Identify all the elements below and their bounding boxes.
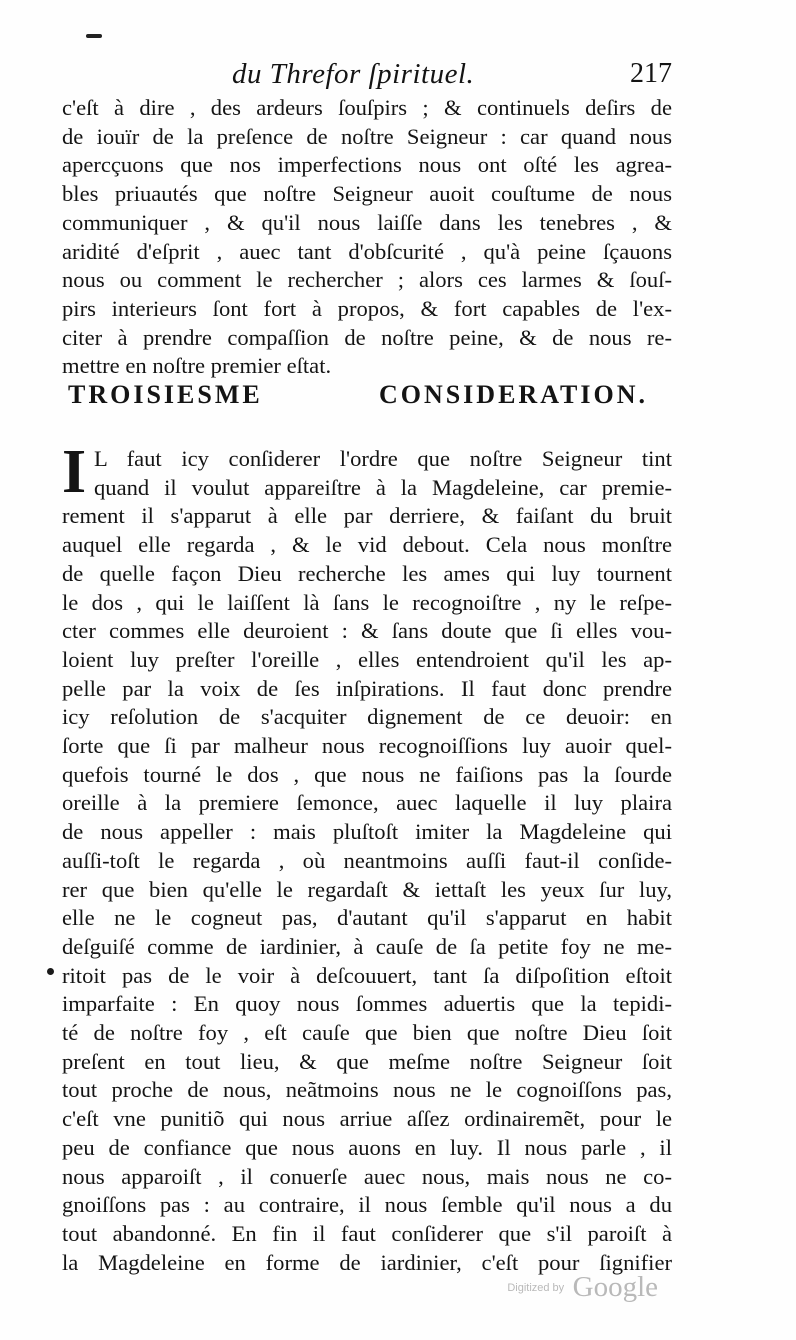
text-line: cter commes elle deuroient : & ſans doute que ſi elles vou- (62, 618, 672, 644)
text-line: té de noſtre foy , eſt cauſe que bien que noſtre Dieu ſoit (62, 1020, 672, 1046)
text-line: ſorte que ſi par malheur nous recognoiſſions luy auoir quel- (62, 733, 672, 759)
digitized-watermark (507, 1271, 658, 1304)
section-title: TROISIESME CONSIDERATION. (68, 380, 648, 409)
running-title: du Threfor ſpirituel. (232, 58, 475, 90)
text-line: peu de confiance que nous auons en luy. Il nous parle , il (62, 1134, 672, 1160)
text-line: citer à prendre compaſſion de noſtre peine, & de nous re- (62, 324, 672, 350)
text-line: auſſi-toſt le regarda , où neantmoins auſſi faut-il conſide- (62, 847, 672, 873)
text-line: nous ou comment le rechercher ; alors ces larmes & ſouſ- (62, 267, 672, 293)
page-header (232, 58, 672, 94)
text-line: de iouïr de la preſence de noſtre Seigneur : car quand nous (62, 123, 672, 149)
text-line: aridité d'eſprit , auec tant d'obſcurité , qu'à peine ſçauons (62, 238, 672, 264)
text-line: pelle par la voix de ſes inſpirations. Il faut donc prendre (62, 675, 672, 701)
text-line: apercçuons que nos imperfections nous ont oſté les agrea- (62, 152, 672, 178)
ink-mark (86, 34, 102, 38)
text-line: c'eſt à dire , des ardeurs ſouſpirs ; & continuels deſirs de (62, 95, 672, 120)
text-line: deſguiſé comme de iardinier, à cauſe de ſa petite foy ne me- (62, 933, 672, 959)
text-line: imparfaite : En quoy nous ſommes aduertis que la tepidi- (62, 991, 672, 1017)
text-line: tout proche de nous, neãtmoins nous ne le cognoiſſons pas, (62, 1077, 672, 1103)
page-number: 217 (630, 58, 672, 89)
text-line: quand il voulut appareiſtre à la Magdeleine, car premie- (94, 474, 672, 500)
text-line: la Magdeleine en forme de iardinier, c'eſt pour ſignifier (62, 1249, 672, 1275)
text-line: pirs interieurs ſont fort à propos, & fort capables de l'ex- (62, 295, 672, 321)
text-line: nous apparoiſt , il conuerſe auec nous, mais nous ne co- (62, 1163, 672, 1189)
watermark-digitized-text: Digitized by (507, 1281, 565, 1294)
text-line: bles priuautés que noſtre Seigneur auoit couſtume de nous (62, 181, 672, 207)
drop-cap: I (62, 438, 87, 506)
text-line: communiquer , & qu'il nous laiſſe dans les tenebres , & (62, 209, 672, 235)
text-line: rer que bien qu'elle le regardaſt & iettaſt les yeux ſur luy, (62, 876, 672, 902)
text-line: tout abandonné. En fin il faut conſiderer que s'il paroiſt à (62, 1220, 672, 1246)
text-line: le dos , qui le laiſſent là ſans le recognoiſtre , ny le reſpe- (62, 589, 672, 615)
text-line: quefois tourné le dos , que nous ne faiſions pas la ſourde (62, 761, 672, 787)
text-line: de quelle façon Dieu recherche les ames qui luy tournent (62, 560, 672, 586)
google-logo: Google (572, 1271, 658, 1303)
text-line: de nous appeller : mais pluſtoſt imiter la Magdeleine qui (62, 819, 672, 845)
paragraph-1 (62, 94, 672, 381)
text-line: preſent en tout lieu, & que meſme noſtre Seigneur ſoit (62, 1048, 672, 1074)
text-line: L faut icy conſiderer l'ordre que noſtre Seigneur tint (94, 446, 672, 471)
text-line: gnoiſſons pas : au contraire, il nous ſemble qu'il nous a du (62, 1192, 672, 1218)
text-line: auquel elle regarda , & le vid debout. Cela nous monſtre (62, 532, 672, 558)
text-line: icy reſolution de s'acquiter dignement de ce deuoir: en (62, 704, 672, 730)
marginal-dot (47, 968, 54, 975)
paragraph-2 (62, 445, 672, 1277)
text-line: mettre en noſtre premier eſtat. (62, 353, 332, 379)
text-line: oreille à la premiere ſemonce, auec laquelle il luy plaira (62, 790, 672, 816)
text-line: c'eſt vne punitiõ qui nous arriue aſſez ordinairemẽt, pour le (62, 1106, 672, 1132)
text-line: loient luy preſter l'oreille , elles entendroient qu'il les ap- (62, 646, 672, 672)
text-line: ritoit pas de le voir à deſcouuert, tant ſa diſpoſition eſtoit (62, 962, 672, 988)
text-line: elle ne le cogneut pas, d'autant qu'il s'apparut en habit (62, 905, 672, 931)
text-line: rement il s'apparut à elle par derriere, & faiſant du bruit (62, 503, 672, 529)
